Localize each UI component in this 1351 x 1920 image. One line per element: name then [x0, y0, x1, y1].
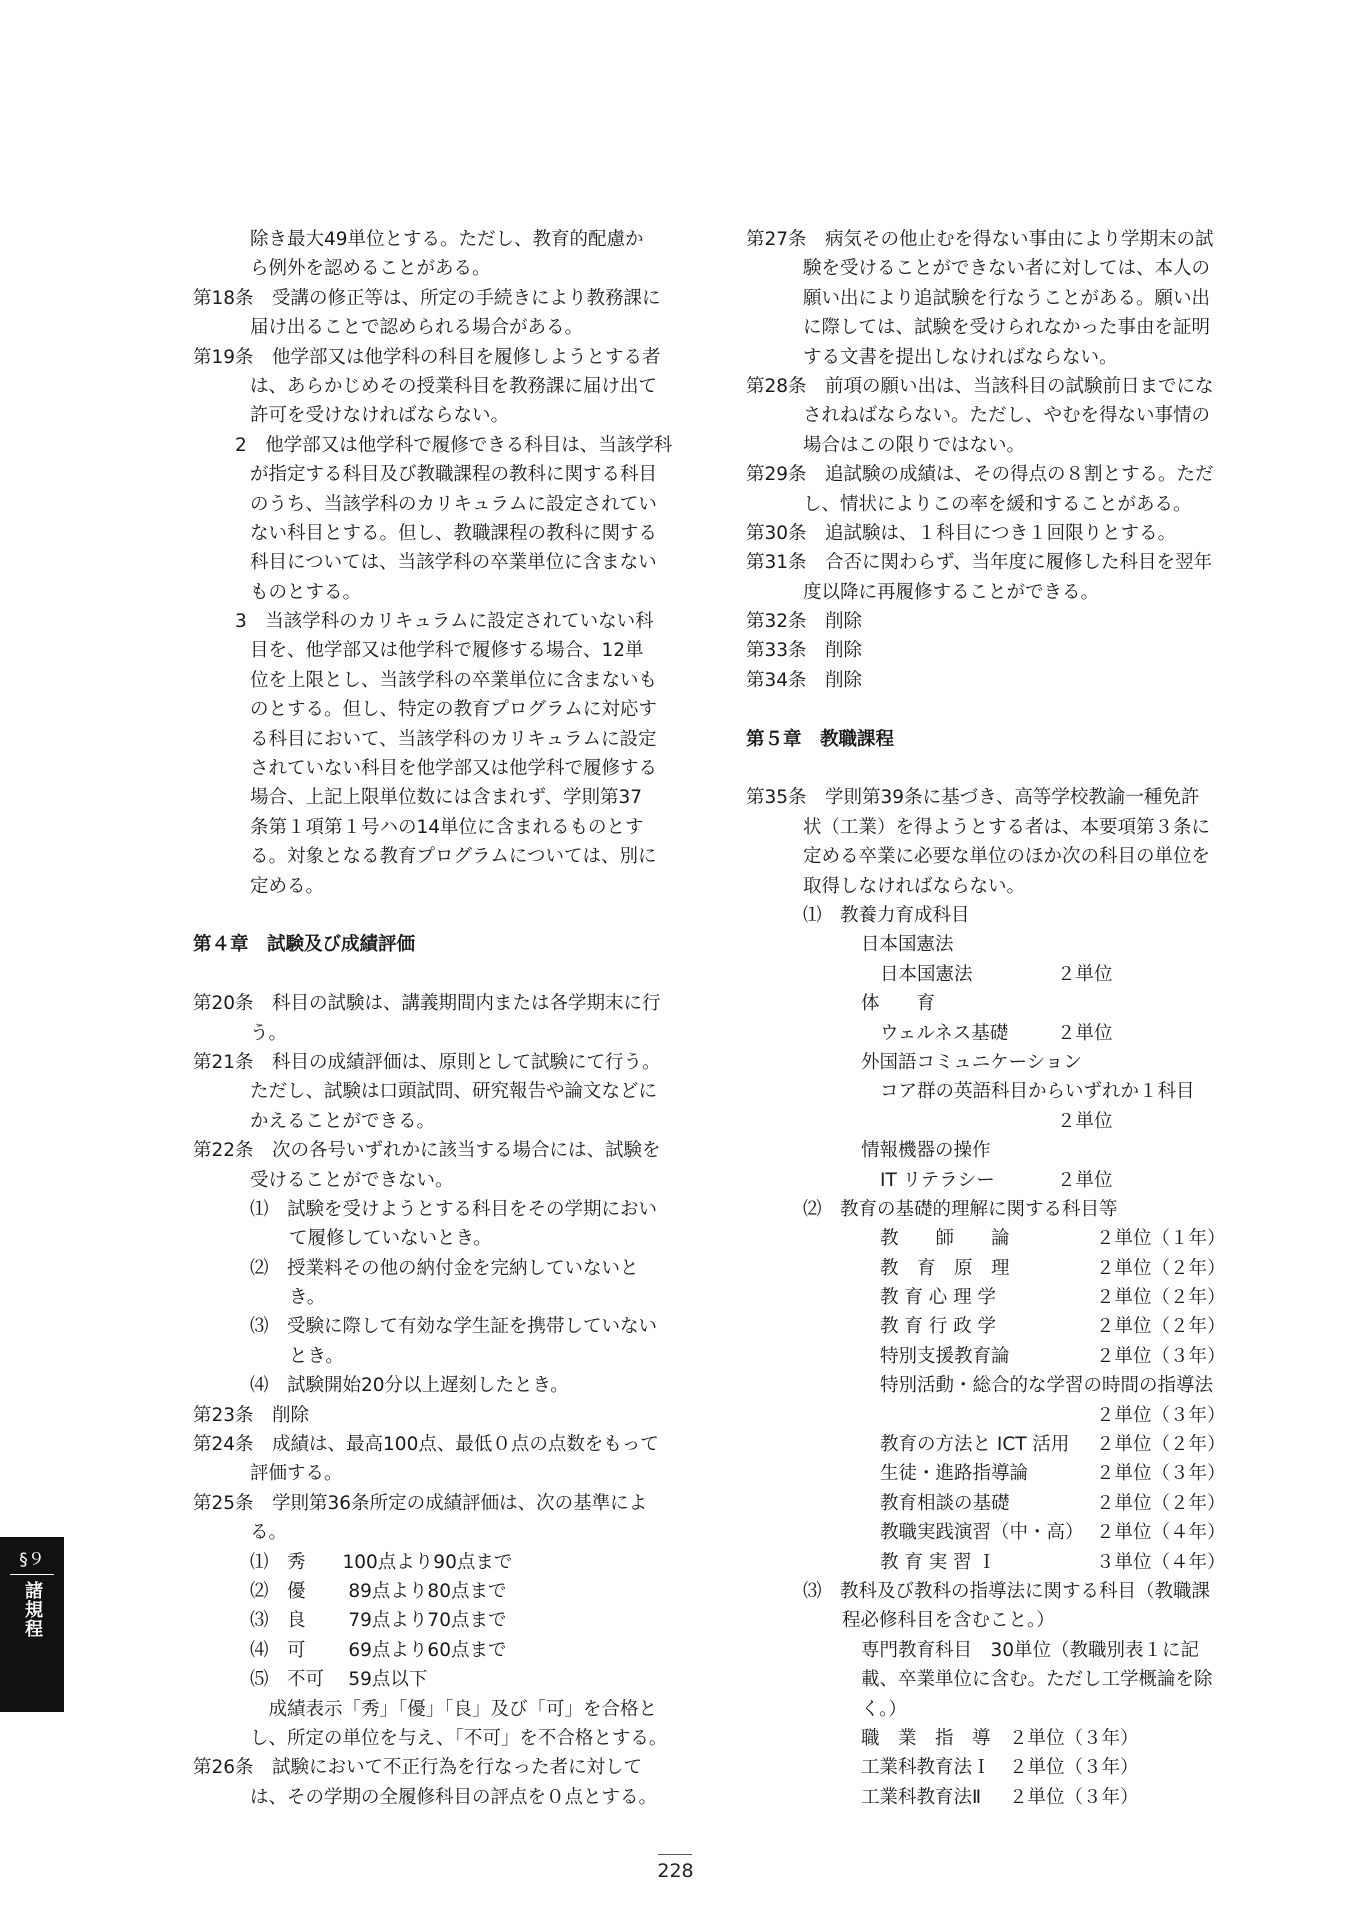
line-text: 教 育 行 政 学	[880, 1316, 997, 1338]
line-text: ２単位（３年）	[1096, 1404, 1226, 1426]
line-text: ⑴ 秀 100点より90点まで	[250, 1551, 513, 1573]
text-line	[746, 607, 1234, 636]
line-text: 工業科教育法Ｉ	[861, 1757, 991, 1779]
line-text: 工業科教育法Ⅱ	[861, 1786, 982, 1808]
line-text: 第18条 受講の修正等は、所定の手続きにより教務課に	[193, 287, 661, 309]
line-text: ⑴ 教養力育成科目	[803, 904, 970, 926]
text-line	[193, 1430, 681, 1459]
text-line	[746, 1665, 1234, 1694]
text-line	[193, 636, 681, 665]
line-text: 第33条 削除	[746, 640, 863, 662]
text-line	[193, 1489, 681, 1518]
text-line	[746, 343, 1234, 372]
line-text: 教 育 実 習 Ｉ	[880, 1551, 997, 1573]
text-line	[746, 1518, 1234, 1547]
text-line	[746, 1577, 1234, 1606]
text-line	[193, 460, 681, 489]
credit-value: ２単位（１年）	[1096, 1228, 1226, 1250]
line-text: 第４章 試験及び成績評価	[193, 934, 416, 956]
text-line	[746, 1430, 1234, 1459]
line-text: 載、卒業単位に含む。ただし工学概論を除	[861, 1669, 1213, 1691]
text-line	[746, 1224, 1234, 1253]
line-text: ただし、試験は口頭試問、研究報告や論文などに	[250, 1081, 658, 1103]
line-text: 第27条 病気その他止むを得ない事由により学期末の試	[746, 229, 1214, 250]
text-line	[746, 695, 1234, 724]
line-text: ⑶ 教科及び教科の指導法に関する科目（教職課	[803, 1580, 1211, 1602]
line-text: ⑴ 試験を受けようとする科目をその学期におい	[250, 1198, 658, 1220]
text-line	[746, 1401, 1234, 1430]
text-line	[193, 666, 681, 695]
left-column	[193, 225, 681, 1812]
line-text: のとする。但し、特定の教育プログラムに対応す	[250, 699, 657, 721]
text-line	[746, 225, 1234, 254]
text-line	[193, 1283, 681, 1312]
text-line	[193, 1548, 681, 1577]
line-text: う。	[250, 1022, 288, 1044]
line-text: 日本国憲法	[880, 963, 973, 985]
text-line	[746, 1077, 1234, 1106]
text-line	[746, 960, 1234, 989]
line-text: する文書を提出しなければならない。	[803, 346, 1118, 368]
text-line	[193, 431, 681, 460]
text-line	[193, 372, 681, 401]
line-text: ものとする。	[250, 581, 362, 603]
text-line	[746, 1753, 1234, 1782]
line-text: 日本国憲法	[861, 934, 954, 956]
line-text: ⑵ 授業料その他の納付金を完納していないと	[250, 1257, 639, 1279]
text-line	[746, 930, 1234, 959]
text-line	[193, 754, 681, 783]
text-line	[746, 1606, 1234, 1635]
line-text: 第29条 追試験の成績は、その得点の８割とする。ただ	[746, 464, 1214, 486]
line-text: る。対象となる教育プログラムについては、別に	[250, 846, 657, 868]
text-line	[193, 1401, 681, 1430]
text-line	[193, 1019, 681, 1048]
line-text: 第19条 他学部又は他学科の科目を履修しようとする者	[193, 346, 661, 368]
text-line	[193, 1195, 681, 1224]
credit-value: ２単位（３年）	[1009, 1786, 1139, 1808]
text-line	[746, 1107, 1234, 1136]
credit-value: ２単位（３年）	[1096, 1463, 1226, 1485]
credit-value: ２単位	[1057, 963, 1113, 985]
text-line	[746, 813, 1234, 842]
line-text: 許可を受けなければならない。	[250, 405, 510, 427]
text-line	[746, 901, 1234, 930]
line-text: に際しては、試験を受けられなかった事由を証明	[803, 317, 1211, 339]
text-line	[746, 1489, 1234, 1518]
line-text: とき。	[289, 1345, 344, 1367]
line-text: 場合はこの限りではない。	[803, 434, 1026, 456]
line-text: し、情状によりこの率を緩和することがある。	[803, 493, 1192, 515]
text-line	[193, 578, 681, 607]
line-text: 3 当該学科のカリキュラムに設定されていない科	[235, 611, 654, 633]
text-line	[746, 460, 1234, 489]
text-line	[193, 1048, 681, 1077]
text-line	[746, 372, 1234, 401]
text-line	[193, 1695, 681, 1724]
line-text: かえることができる。	[250, 1110, 436, 1132]
text-line	[193, 1342, 681, 1371]
text-line	[193, 1636, 681, 1665]
chapter-heading	[746, 725, 1234, 754]
text-line	[193, 1077, 681, 1106]
line-text: 成績表示「秀」「優」「良」及び「可」を合格と	[250, 1698, 658, 1720]
line-text: る科目において、当該学科のカリキュラムに設定	[250, 728, 657, 750]
line-text: 第28条 前項の願い出は、当該科目の試験前日までにな	[746, 375, 1214, 397]
line-text: が指定する科目及び教職課程の教科に関する科目	[250, 464, 658, 486]
line-text: 願い出により追試験を行なうことがある。願い出	[803, 287, 1211, 309]
line-text: されねばならない。ただし、やむを得ない事情の	[803, 405, 1211, 427]
text-line	[746, 1283, 1234, 1312]
line-text: IT リテラシー	[880, 1169, 995, 1191]
text-line	[193, 842, 681, 871]
text-line	[193, 960, 681, 989]
line-text: 定める卒業に必要な単位のほか次の科目の単位を	[803, 846, 1211, 868]
text-line	[193, 725, 681, 754]
line-text: 位を上限とし、当該学科の卒業単位に含まないも	[250, 669, 658, 691]
line-text: 第24条 成績は、最高100点、最低０点の点数をもって	[193, 1434, 659, 1456]
line-text: 教 育 心 理 学	[880, 1287, 997, 1309]
text-line	[746, 1783, 1234, 1812]
line-text: 教 師 論	[880, 1228, 1010, 1250]
text-line	[746, 872, 1234, 901]
line-text: 第32条 削除	[746, 611, 863, 633]
line-text: て履修していないとき。	[289, 1228, 492, 1250]
credit-value: ２単位（２年）	[1096, 1492, 1226, 1514]
credit-value: ２単位（３年）	[1009, 1757, 1139, 1779]
text-line	[193, 225, 681, 254]
text-line	[746, 1048, 1234, 1077]
line-text: コア群の英語科目からいずれか１科目	[880, 1081, 1195, 1103]
line-text: ウェルネス基礎	[880, 1022, 1009, 1044]
text-line	[193, 1724, 681, 1753]
text-line	[746, 313, 1234, 342]
text-line	[193, 401, 681, 430]
line-text: 外国語コミュニケーション	[861, 1051, 1082, 1073]
credit-value: ２単位（４年）	[1096, 1522, 1226, 1544]
side-tab-divider	[10, 1574, 54, 1575]
line-text: ⑵ 優 89点より80点まで	[250, 1580, 507, 1602]
line-text: 職 業 指 導	[861, 1727, 991, 1749]
credit-value: ２単位	[1057, 1022, 1113, 1044]
line-text: ⑶ 受験に際して有効な学生証を携帯していない	[250, 1316, 658, 1338]
text-line	[193, 783, 681, 812]
page-number-rule	[658, 1854, 692, 1855]
line-text: は、その学期の全履修科目の評点を０点とする。	[250, 1786, 658, 1808]
text-line	[193, 548, 681, 577]
line-text: 第５章 教職課程	[746, 728, 895, 750]
line-text: 評価する。	[250, 1463, 343, 1485]
line-text: ⑷ 可 69点より60点まで	[250, 1639, 507, 1661]
line-text: 教 育 原 理	[880, 1257, 1010, 1279]
credit-value: ２単位	[1057, 1169, 1113, 1191]
line-text: ⑶ 良 79点より70点まで	[250, 1610, 507, 1632]
credit-value: ２単位（３年）	[1096, 1345, 1226, 1367]
line-text: 第34条 削除	[746, 669, 863, 691]
line-text: 状（工業）を得ようとする者は、本要項第３条に	[803, 816, 1211, 838]
text-line	[193, 872, 681, 901]
text-line	[193, 1254, 681, 1283]
line-text: 験を受けることができない者に対しては、本人の	[803, 258, 1211, 280]
text-line	[193, 1753, 681, 1782]
text-line	[746, 254, 1234, 283]
line-text: 体 育	[861, 993, 936, 1015]
section-label: 諸規程	[22, 1581, 43, 1638]
text-line	[193, 607, 681, 636]
text-line	[193, 1783, 681, 1812]
line-text: ２単位	[1057, 1110, 1113, 1132]
text-line	[746, 1371, 1234, 1400]
line-text: 第30条 追試験は、１科目につき１回限りとする。	[746, 522, 1177, 544]
line-text: ない科目とする。但し、教職課程の教科に関する	[250, 522, 658, 544]
line-text: 情報機器の操作	[861, 1140, 991, 1162]
credit-value: ２単位（２年）	[1096, 1257, 1226, 1279]
line-text: ら例外を認めることがある。	[250, 258, 491, 280]
line-text: 条第１項第１号ハの14単位に含まれるものとす	[250, 816, 644, 838]
line-text: ⑷ 試験開始20分以上遅刻したとき。	[250, 1375, 569, 1397]
text-line	[746, 1312, 1234, 1341]
line-text: ⑸ 不可 59点以下	[250, 1669, 428, 1691]
line-text: ⑵ 教育の基礎的理解に関する科目等	[803, 1198, 1118, 1220]
line-text: 定める。	[250, 875, 325, 897]
text-line	[193, 989, 681, 1018]
line-text: し、所定の単位を与え、「不可」を不合格とする。	[250, 1727, 668, 1749]
line-text: き。	[289, 1287, 326, 1309]
line-text: 受けることができない。	[250, 1169, 454, 1191]
line-text: されていない科目を他学部又は他学科で履修する	[250, 758, 658, 780]
line-text: 教職実践演習（中・高）	[880, 1522, 1084, 1544]
credit-value: ２単位（２年）	[1096, 1434, 1226, 1456]
line-text: 第26条 試験において不正行為を行なった者に対して	[193, 1757, 643, 1779]
page-number: 228	[657, 1860, 694, 1882]
line-text: 度以降に再履修することができる。	[803, 581, 1100, 603]
text-line	[193, 1606, 681, 1635]
text-line	[746, 1548, 1234, 1577]
line-text: く。）	[861, 1698, 907, 1720]
text-line	[193, 1166, 681, 1195]
text-line	[746, 1254, 1234, 1283]
text-line	[746, 284, 1234, 313]
line-text: 教育の方法と ICT 活用	[880, 1434, 1070, 1456]
text-line	[746, 754, 1234, 783]
text-line	[746, 783, 1234, 812]
line-text: 目を、他学部又は他学科で履修する場合、12単	[250, 640, 644, 662]
text-line	[746, 1724, 1234, 1753]
text-line	[746, 989, 1234, 1018]
text-line	[746, 1459, 1234, 1488]
text-line	[746, 1695, 1234, 1724]
text-line	[193, 1518, 681, 1547]
text-line	[746, 636, 1234, 665]
text-line	[746, 1342, 1234, 1371]
text-line	[193, 1224, 681, 1253]
line-text: 科目については、当該学科の卒業単位に含まない	[250, 552, 657, 574]
line-text: 届け出ることで認められる場合がある。	[250, 317, 584, 339]
text-line	[746, 490, 1234, 519]
text-line	[193, 1371, 681, 1400]
text-line	[193, 1577, 681, 1606]
line-text: 教育相談の基礎	[880, 1492, 1010, 1514]
text-line	[746, 1195, 1234, 1224]
line-text: 生徒・進路指導論	[880, 1463, 1029, 1485]
text-line	[193, 254, 681, 283]
line-text: 取得しなければならない。	[803, 875, 1026, 897]
text-line	[746, 548, 1234, 577]
line-text: 2 他学部又は他学科で履修できる科目は、当該学科	[235, 434, 673, 456]
line-text: 場合、上記上限単位数には含まれず、学則第37	[250, 787, 643, 809]
line-text: 第22条 次の各号いずれかに該当する場合には、試験を	[193, 1140, 661, 1162]
text-line	[193, 313, 681, 342]
text-line	[746, 1166, 1234, 1195]
text-line	[193, 1107, 681, 1136]
credit-value: ２単位（２年）	[1096, 1316, 1226, 1338]
credit-value: ２単位（２年）	[1096, 1287, 1226, 1309]
chapter-heading	[193, 930, 681, 959]
line-text: る。	[250, 1522, 288, 1544]
section-side-tab	[0, 1537, 64, 1712]
line-text: 特別支援教育論	[880, 1345, 1010, 1367]
text-line	[746, 578, 1234, 607]
text-line	[746, 842, 1234, 871]
text-line	[746, 1636, 1234, 1665]
text-line	[193, 695, 681, 724]
text-line	[746, 1019, 1234, 1048]
line-text: は、あらかじめその授業科目を教務課に届け出て	[250, 375, 658, 397]
line-text: 除き最大49単位とする。ただし、教育的配慮か	[250, 229, 644, 250]
text-line	[193, 490, 681, 519]
line-text: 第31条 合否に関わらず、当年度に履修した科目を翌年	[746, 552, 1213, 574]
text-line	[193, 284, 681, 313]
text-line	[193, 519, 681, 548]
text-line	[193, 1136, 681, 1165]
text-line	[193, 813, 681, 842]
line-text: 第35条 学則第39条に基づき、高等学校教諭一種免許	[746, 787, 1200, 809]
credit-value: ２単位（３年）	[1009, 1727, 1139, 1749]
text-line	[193, 1459, 681, 1488]
text-line	[193, 1665, 681, 1694]
line-text: 特別活動・総合的な学習の時間の指導法	[880, 1375, 1214, 1397]
line-text: のうち、当該学科のカリキュラムに設定されてい	[250, 493, 657, 515]
line-text: 専門教育科目 30単位（教職別表１に記	[861, 1639, 1200, 1661]
text-line	[193, 901, 681, 930]
credit-value: ３単位（４年）	[1096, 1551, 1226, 1573]
line-text: 第23条 削除	[193, 1404, 310, 1426]
line-text: 程必修科目を含むこと。）	[842, 1610, 1055, 1632]
line-text: 第20条 科目の試験は、講義期間内または各学期末に行	[193, 993, 661, 1015]
line-text: 第25条 学則第36条所定の成績評価は、次の基準によ	[193, 1492, 648, 1514]
text-line	[746, 431, 1234, 460]
line-text: 第21条 科目の成績評価は、原則として試験にて行う。	[193, 1051, 661, 1073]
text-line	[193, 343, 681, 372]
text-line	[746, 1136, 1234, 1165]
text-line	[193, 1312, 681, 1341]
right-column	[746, 225, 1234, 1812]
text-line	[746, 666, 1234, 695]
text-line	[746, 519, 1234, 548]
section-number: §９	[19, 1550, 45, 1570]
text-line	[746, 401, 1234, 430]
